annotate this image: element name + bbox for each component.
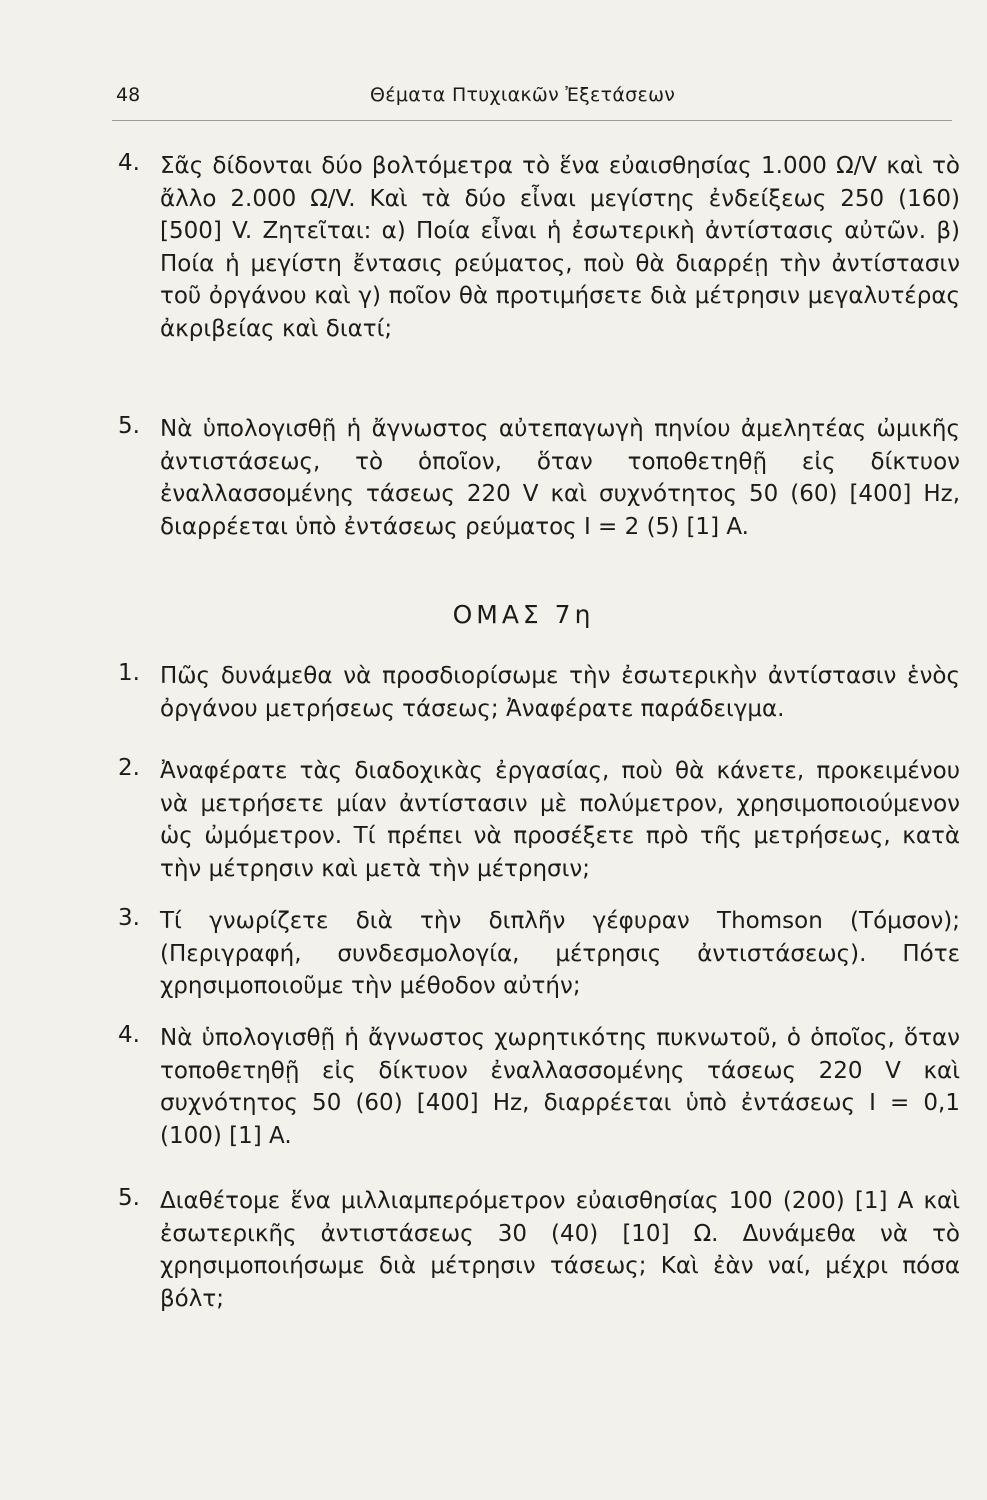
question-number: 5. xyxy=(118,1185,140,1211)
question-number: 4. xyxy=(118,1022,140,1048)
question-number: 2. xyxy=(118,755,140,781)
question-text: Ἀναφέρατε τὰς διαδοχικὰς ἐργασίας, ποὺ θὰ κάνετε, προκειμένου νὰ μετρήσετε μίαν ἀντίστασιν μὲ πολύμετρον, χρησιμοποιούμενον ὡς ὠμόμετρον. Τί πρέπει νὰ προσέξετε πρὸ τῆς μετρήσεως, κατὰ τὴν μέτρησιν καὶ μετὰ τὴν μέτρησιν; xyxy=(160,758,960,882)
question-text: Πῶς δυνάμεθα νὰ προσδιορίσωμε τὴν ἐσωτερικὴν ἀντίστασιν ἑνὸς ὀργάνου μετρήσεως τάσεως; Ἀναφέρατε παράδειγμα. xyxy=(160,663,960,722)
page-number: 48 xyxy=(116,84,141,106)
header-rule xyxy=(112,120,952,121)
section-title xyxy=(0,600,987,629)
question-number: 1. xyxy=(118,660,140,686)
section-title-text: ΟΜΑΣ 7η xyxy=(452,600,595,629)
question-text: Νὰ ὑπολογισθῇ ἡ ἄγνωστος χωρητικότης πυκνωτοῦ, ὁ ὁποῖος, ὅταν τοποθετηθῇ εἰς δίκτυον ἐναλλασσομένης τάσεως 220 V καὶ συχνότητος 50 (60) [400] Hz, διαρρέεται ὑπὸ ἐντάσεως I = 0,1 (100) [1] A. xyxy=(160,1025,960,1149)
question-number: 5. xyxy=(118,413,140,439)
question-number: 4. xyxy=(118,150,140,176)
question-text: Νὰ ὑπολογισθῇ ἡ ἄγνωστος αὐτεπαγωγὴ πηνίου ἀμελητέας ὠμικῆς ἀντιστάσεως, τὸ ὁποῖον, ὅταν τοποθετηθῇ εἰς δίκτυον ἐναλλασσομένης τάσεως 220 V καὶ συχνότητος 50 (60) [400] Hz, διαρρέεται ὑπὸ ἐντάσεως ρεύματος I = 2 (5) [1] A. xyxy=(160,416,960,540)
question-text: Τί γνωρίζετε διὰ τὴν διπλῆν γέφυραν Thomson (Τόμσον); (Περιγραφή, συνδεσμολογία, μέτρησις ἀντιστάσεως). Πότε χρησιμοποιοῦμε τὴν μέθοδον αὐτήν; xyxy=(160,908,960,999)
question-text: Σᾶς δίδονται δύο βολτόμετρα τὸ ἕνα εὐαισθησίας 1.000 Ω/V καὶ τὸ ἄλλο 2.000 Ω/V. Καὶ τὰ δύο εἶναι μεγίστης ἐνδείξεως 250 (160) [500] V. Ζητεῖται: α) Ποία εἶναι ἡ ἐσωτερικὴ ἀντίστασις αὐτῶν. β) Ποία ἡ μεγίστη ἔντασις ρεύματος, ποὺ θὰ διαρρέῃ τὴν ἀντίστασιν τοῦ ὀργάνου καὶ γ) ποῖον θὰ προτιμήσετε διὰ μέτρησιν μεγαλυτέρας ἀκριβείας καὶ διατί; xyxy=(160,153,960,342)
question-number: 3. xyxy=(118,905,140,931)
page-header xyxy=(110,84,950,114)
running-title: Θέματα Πτυχιακῶν Ἐξετάσεων xyxy=(370,84,676,106)
question-text: Διαθέτομε ἕνα μιλλιαμπερόμετρον εὐαισθησίας 100 (200) [1] A καὶ ἐσωτερικῆς ἀντιστάσεως 30 (40) [10] Ω. Δυνάμεθα νὰ τὸ χρησιμοποιήσωμε διὰ μέτρησιν τάσεως; Καὶ ἐὰν ναί, μέχρι πόσα βόλτ; xyxy=(160,1188,960,1312)
